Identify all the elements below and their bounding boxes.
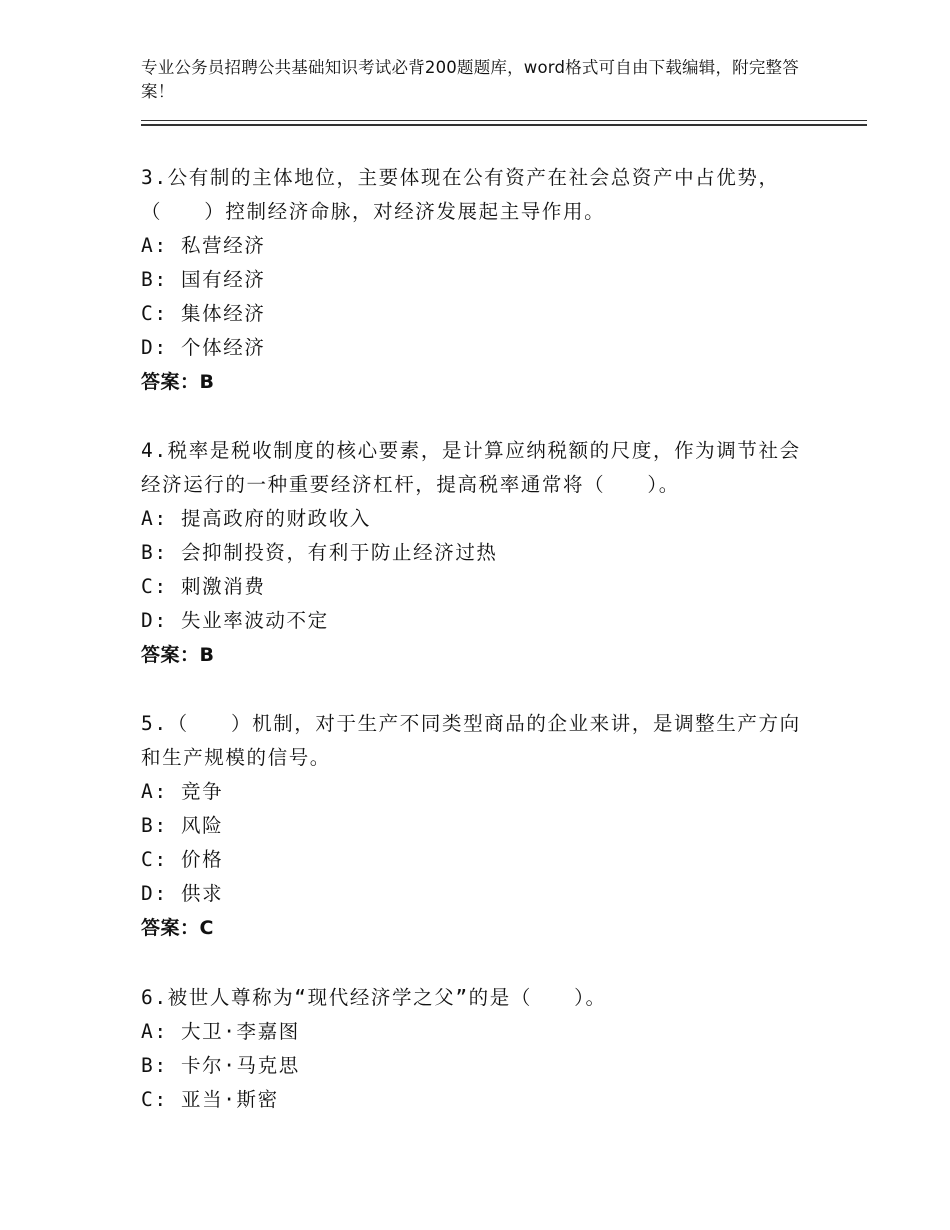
question-stem: 5.（ ）机制，对于生产不同类型商品的企业来讲，是调整生产方向和生产规模的信号。 (141, 712, 801, 769)
option-b: B: 卡尔·马克思 (141, 1054, 300, 1077)
question-5 (141, 707, 811, 945)
question-stem: 6.被世人尊称为“现代经济学之父”的是（ ）。 (141, 986, 607, 1009)
question-4 (141, 434, 811, 672)
question-3 (141, 161, 811, 399)
option-b: B: 会抑制投资，有利于防止经济过热 (141, 541, 498, 564)
header-divider-thick (141, 124, 867, 126)
option-d: D: 个体经济 (141, 336, 266, 359)
option-c: C: 集体经济 (141, 302, 266, 325)
document-header: 专业公务员招聘公共基础知识考试必背200题题库，word格式可自由下载编辑，附完整答案！ (141, 58, 799, 101)
option-a: A: 提高政府的财政收入 (141, 507, 371, 530)
option-c: C: 刺激消费 (141, 575, 266, 598)
option-c: C: 价格 (141, 848, 224, 871)
option-c: C: 亚当·斯密 (141, 1088, 279, 1111)
option-d: D: 失业率波动不定 (141, 609, 329, 632)
question-6 (141, 981, 811, 1117)
option-d: D: 供求 (141, 882, 224, 905)
answer-label: 答案：B (141, 371, 215, 393)
option-b: B: 风险 (141, 814, 224, 837)
option-a: A: 私营经济 (141, 234, 266, 257)
answer-label: 答案：C (141, 917, 214, 939)
answer-label: 答案：B (141, 644, 215, 666)
header-divider-thin (141, 120, 867, 121)
option-a: A: 大卫·李嘉图 (141, 1020, 300, 1043)
question-stem: 4.税率是税收制度的核心要素，是计算应纳税额的尺度，作为调节社会经济运行的一种重要经济杠杆，提高税率通常将（ ）。 (141, 439, 801, 496)
question-stem: 3.公有制的主体地位，主要体现在公有资产在社会总资产中占优势，（ ）控制经济命脉，对经济发展起主导作用。 (141, 166, 780, 223)
option-a: A: 竞争 (141, 780, 224, 803)
option-b: B: 国有经济 (141, 268, 266, 291)
